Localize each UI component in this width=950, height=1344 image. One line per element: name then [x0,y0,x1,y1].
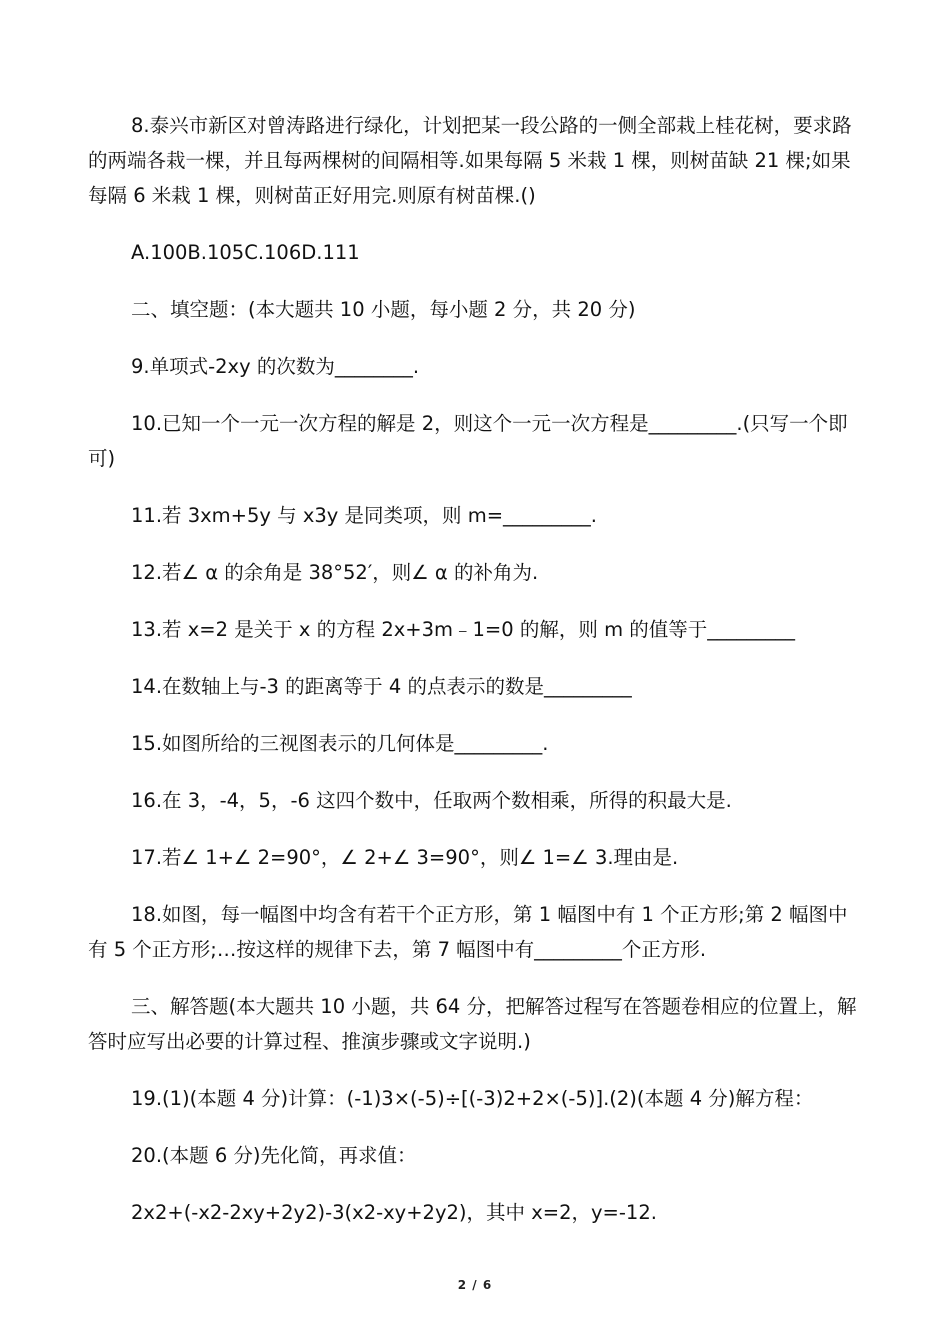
question-16: 16.在 3，-4，5，-6 这四个数中，任取两个数相乘，所得的积最大是. [131,789,732,812]
question-20: 20.(本题 6 分)先化简，再求值： [131,1144,417,1167]
question-14: 14.在数轴上与-3 的距离等于 4 的点表示的数是_________ [131,675,632,698]
question-8: 8.泰兴市新区对曾涛路进行绿化，计划把某一段公路的一侧全部栽上桂花树，要求路的两端各栽一棵，并且每两棵树的间隔相等.如果每隔 5 米栽 1 棵，则树苗缺 21 棵;如果每隔 6 米栽 1 棵，则树苗正好用完.则原有树苗棵.() [88,114,852,207]
page-number: 2 / 6 [457,1278,493,1292]
section-heading-answer: 三、解答题(本大题共 10 小题，共 64 分，把解答过程写在答题卷相应的位置上，解答时应写出必要的计算过程、推演步骤或文字说明.) [88,995,857,1053]
question-12: 12.若∠ α 的余角是 38°52′，则∠ α 的补角为. [131,561,539,584]
question-19: 19.(1)(本题 4 分)计算：(-1)3×(-5)÷[(-3)2+2×(-5)].(2)(本题 4 分)解方程： [131,1087,814,1110]
question-15: 15.如图所给的三视图表示的几何体是_________. [131,732,549,755]
question-18: 18.如图，每一幅图中均含有若干个正方形，第 1 幅图中有 1 个正方形;第 2 幅图中有 5 个正方形;…按这样的规律下去，第 7 幅图中有_________个正方形. [88,903,848,961]
question-20-expression: 2x2+(-x2-2xy+2y2)-3(x2-xy+2y2)，其中 x=2，y=-12. [131,1201,657,1224]
question-10: 10.已知一个一元一次方程的解是 2，则这个一元一次方程是_________.(只写一个即可) [88,412,848,470]
document-body [88,108,858,1252]
section-heading-fill-in: 二、填空题：(本大题共 10 小题，每小题 2 分，共 20 分) [131,298,636,321]
question-13: 13.若 x=2 是关于 x 的方程 2x+3m﹣1=0 的解，则 m 的值等于_________ [131,618,796,641]
question-9: 9.单项式-2xy 的次数为________. [131,355,420,378]
question-8-options: A.100B.105C.106D.111 [131,241,360,264]
question-11: 11.若 3xm+5y 与 x3y 是同类项，则 m=_________. [131,504,598,527]
question-17: 17.若∠ 1+∠ 2=90°，∠ 2+∠ 3=90°，则∠ 1=∠ 3.理由是. [131,846,679,869]
